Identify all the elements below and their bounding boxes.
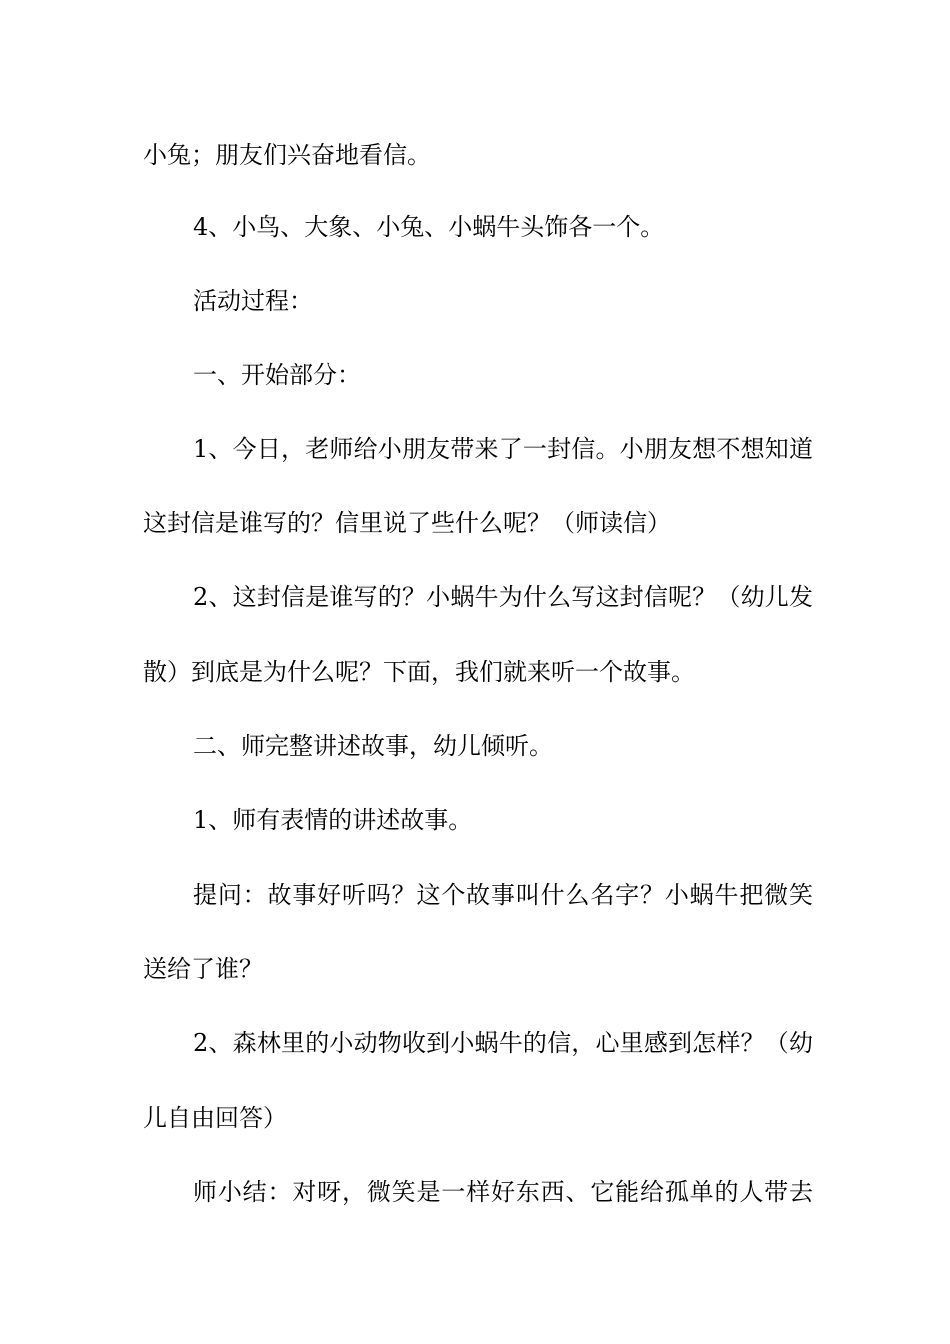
text-line-4: 一、开始部分：	[193, 361, 361, 389]
text-line-9: 二、师完整讲述故事，幼儿倾听。	[193, 732, 553, 760]
text-line-2: 4、小鸟、大象、小兔、小蜗牛头饰各一个。	[193, 213, 665, 241]
text-line-8: 散）到底是为什么呢？下面，我们就来听一个故事。	[143, 658, 695, 686]
text-line-14: 儿自由回答）	[143, 1104, 287, 1132]
text-line-7: 2、这封信是谁写的？小蜗牛为什么写这封信呢？（幼儿发	[193, 583, 813, 611]
text-line-5: 1、今日，老师给小朋友带来了一封信。小朋友想不想知道	[193, 435, 813, 463]
text-line-1: 小兔；朋友们兴奋地看信。	[143, 141, 431, 169]
text-line-12: 送给了谁？	[143, 955, 263, 983]
text-line-10: 1、师有表情的讲述故事。	[193, 806, 473, 834]
text-line-15: 师小结：对呀，微笑是一样好东西、它能给孤单的人带去	[193, 1178, 813, 1206]
text-line-11: 提问：故事好听吗？这个故事叫什么名字？小蜗牛把微笑	[193, 881, 813, 909]
text-line-6: 这封信是谁写的？信里说了些什么呢？（师读信）	[143, 509, 671, 537]
text-line-13: 2、森林里的小动物收到小蜗牛的信，心里感到怎样？（幼	[193, 1029, 813, 1057]
text-line-3: 活动过程：	[193, 287, 313, 315]
